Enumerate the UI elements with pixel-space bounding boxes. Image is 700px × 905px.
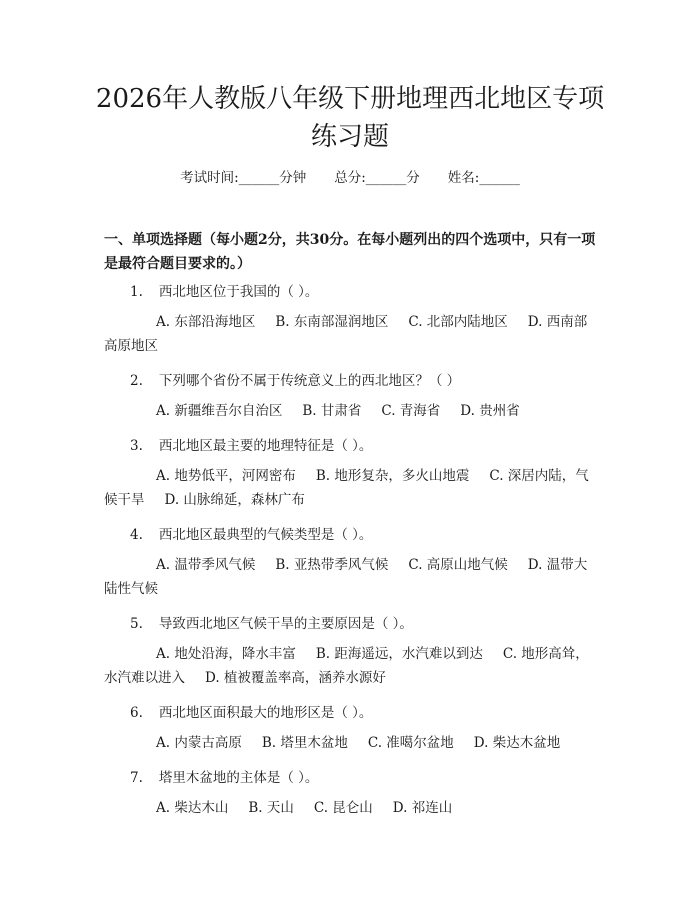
option-b[interactable]: B. 塔里木盆地	[261, 735, 348, 751]
title-line-1: 2026年人教版八年级下册地理西北地区专项	[95, 84, 605, 114]
question-stem	[104, 369, 600, 393]
question-number: 5.	[130, 616, 143, 632]
option-b[interactable]: B. 东南部湿润地区	[275, 314, 389, 330]
option-d[interactable]: D. 温带大陆性气候	[104, 557, 588, 597]
option-c[interactable]: C. 高原山地气候	[408, 557, 508, 573]
option-a[interactable]: A. 内蒙古高原	[156, 735, 242, 751]
question-item	[104, 766, 600, 831]
option-b[interactable]: B. 亚热带季风气候	[275, 557, 389, 573]
question-stem	[104, 523, 600, 547]
option-c[interactable]: C. 准噶尔盆地	[367, 735, 454, 751]
question-options	[104, 731, 600, 766]
option-a[interactable]: A. 柴达木山	[156, 800, 229, 816]
question-options	[104, 310, 600, 369]
question-options	[104, 796, 600, 831]
title-line-2: 练习题	[310, 122, 389, 152]
option-d[interactable]: D. 贵州省	[460, 403, 520, 419]
section-heading: 一、单项选择题（每小题2分，共30分。在每小题列出的四个选项中，只有一项是最符合题目要求的。）	[104, 232, 596, 272]
option-a[interactable]: A. 新疆维吾尔自治区	[156, 403, 283, 419]
question-options	[104, 464, 600, 523]
option-a[interactable]: A. 地处沿海，降水丰富	[156, 646, 296, 662]
option-c[interactable]: C. 北部内陆地区	[408, 314, 508, 330]
option-c[interactable]: C. 昆仑山	[313, 800, 373, 816]
question-stem	[104, 280, 600, 304]
question-text: 导致西北地区气候干旱的主要原因是（ ）。	[158, 616, 413, 632]
question-number: 2.	[130, 373, 143, 389]
option-c[interactable]: C. 深居内陆，气候干旱	[104, 468, 589, 508]
question-text: 西北地区最主要的地理特征是（ ）。	[158, 438, 373, 454]
option-b[interactable]: B. 甘肃省	[302, 403, 362, 419]
option-d[interactable]: D. 祁连山	[392, 800, 453, 816]
name-label: 姓名:	[447, 170, 480, 186]
option-d[interactable]: D. 柴达木盆地	[473, 735, 561, 751]
option-d[interactable]: D. 山脉绵延，森林广布	[164, 492, 305, 508]
option-b[interactable]: B. 距海遥远，水汽难以到达	[315, 646, 483, 662]
question-number: 3.	[130, 438, 143, 454]
question-list	[104, 280, 600, 831]
question-number: 1.	[130, 284, 143, 300]
question-stem	[104, 766, 600, 790]
exam-title	[60, 80, 640, 156]
question-number: 4.	[130, 527, 143, 543]
option-a[interactable]: A. 东部沿海地区	[156, 314, 256, 330]
question-item	[104, 523, 600, 612]
question-item	[104, 612, 600, 701]
time-blank: ______	[238, 170, 280, 186]
question-number: 6.	[130, 705, 143, 721]
question-item	[104, 701, 600, 766]
option-d[interactable]: D. 植被覆盖率高，涵养水源好	[205, 670, 386, 686]
option-b[interactable]: B. 地形复杂，多火山地震	[315, 468, 470, 484]
exam-meta	[60, 168, 640, 188]
question-stem	[104, 701, 600, 725]
question-item	[104, 369, 600, 434]
time-unit: 分钟	[279, 170, 307, 186]
question-options	[104, 399, 600, 434]
score-label: 总分:	[334, 170, 366, 186]
question-stem	[104, 612, 600, 636]
option-a[interactable]: A. 温带季风气候	[156, 557, 256, 573]
question-options	[104, 642, 600, 701]
score-unit: 分	[406, 170, 420, 186]
name-blank: ______	[479, 170, 520, 186]
option-c[interactable]: C. 地形高耸，水汽难以进入	[104, 646, 589, 686]
option-c[interactable]: C. 青海省	[381, 403, 441, 419]
score-blank: ______	[365, 170, 407, 186]
option-d[interactable]: D. 西南部高原地区	[104, 314, 588, 354]
question-text: 塔里木盆地的主体是（ ）。	[158, 770, 319, 786]
question-item	[104, 280, 600, 369]
question-item	[104, 434, 600, 523]
time-label: 考试时间:	[180, 170, 239, 186]
question-text: 西北地区位于我国的（ ）。	[158, 284, 319, 300]
option-b[interactable]: B. 天山	[248, 800, 294, 816]
question-options	[104, 553, 600, 612]
question-number: 7.	[130, 770, 143, 786]
question-text: 下列哪个省份不属于传统意义上的西北地区？（ ）	[158, 373, 461, 389]
question-text: 西北地区面积最大的地形区是（ ）。	[158, 705, 373, 721]
question-stem	[104, 434, 600, 458]
question-text: 西北地区最典型的气候类型是（ ）。	[158, 527, 373, 543]
option-a[interactable]: A. 地势低平，河网密布	[156, 468, 296, 484]
